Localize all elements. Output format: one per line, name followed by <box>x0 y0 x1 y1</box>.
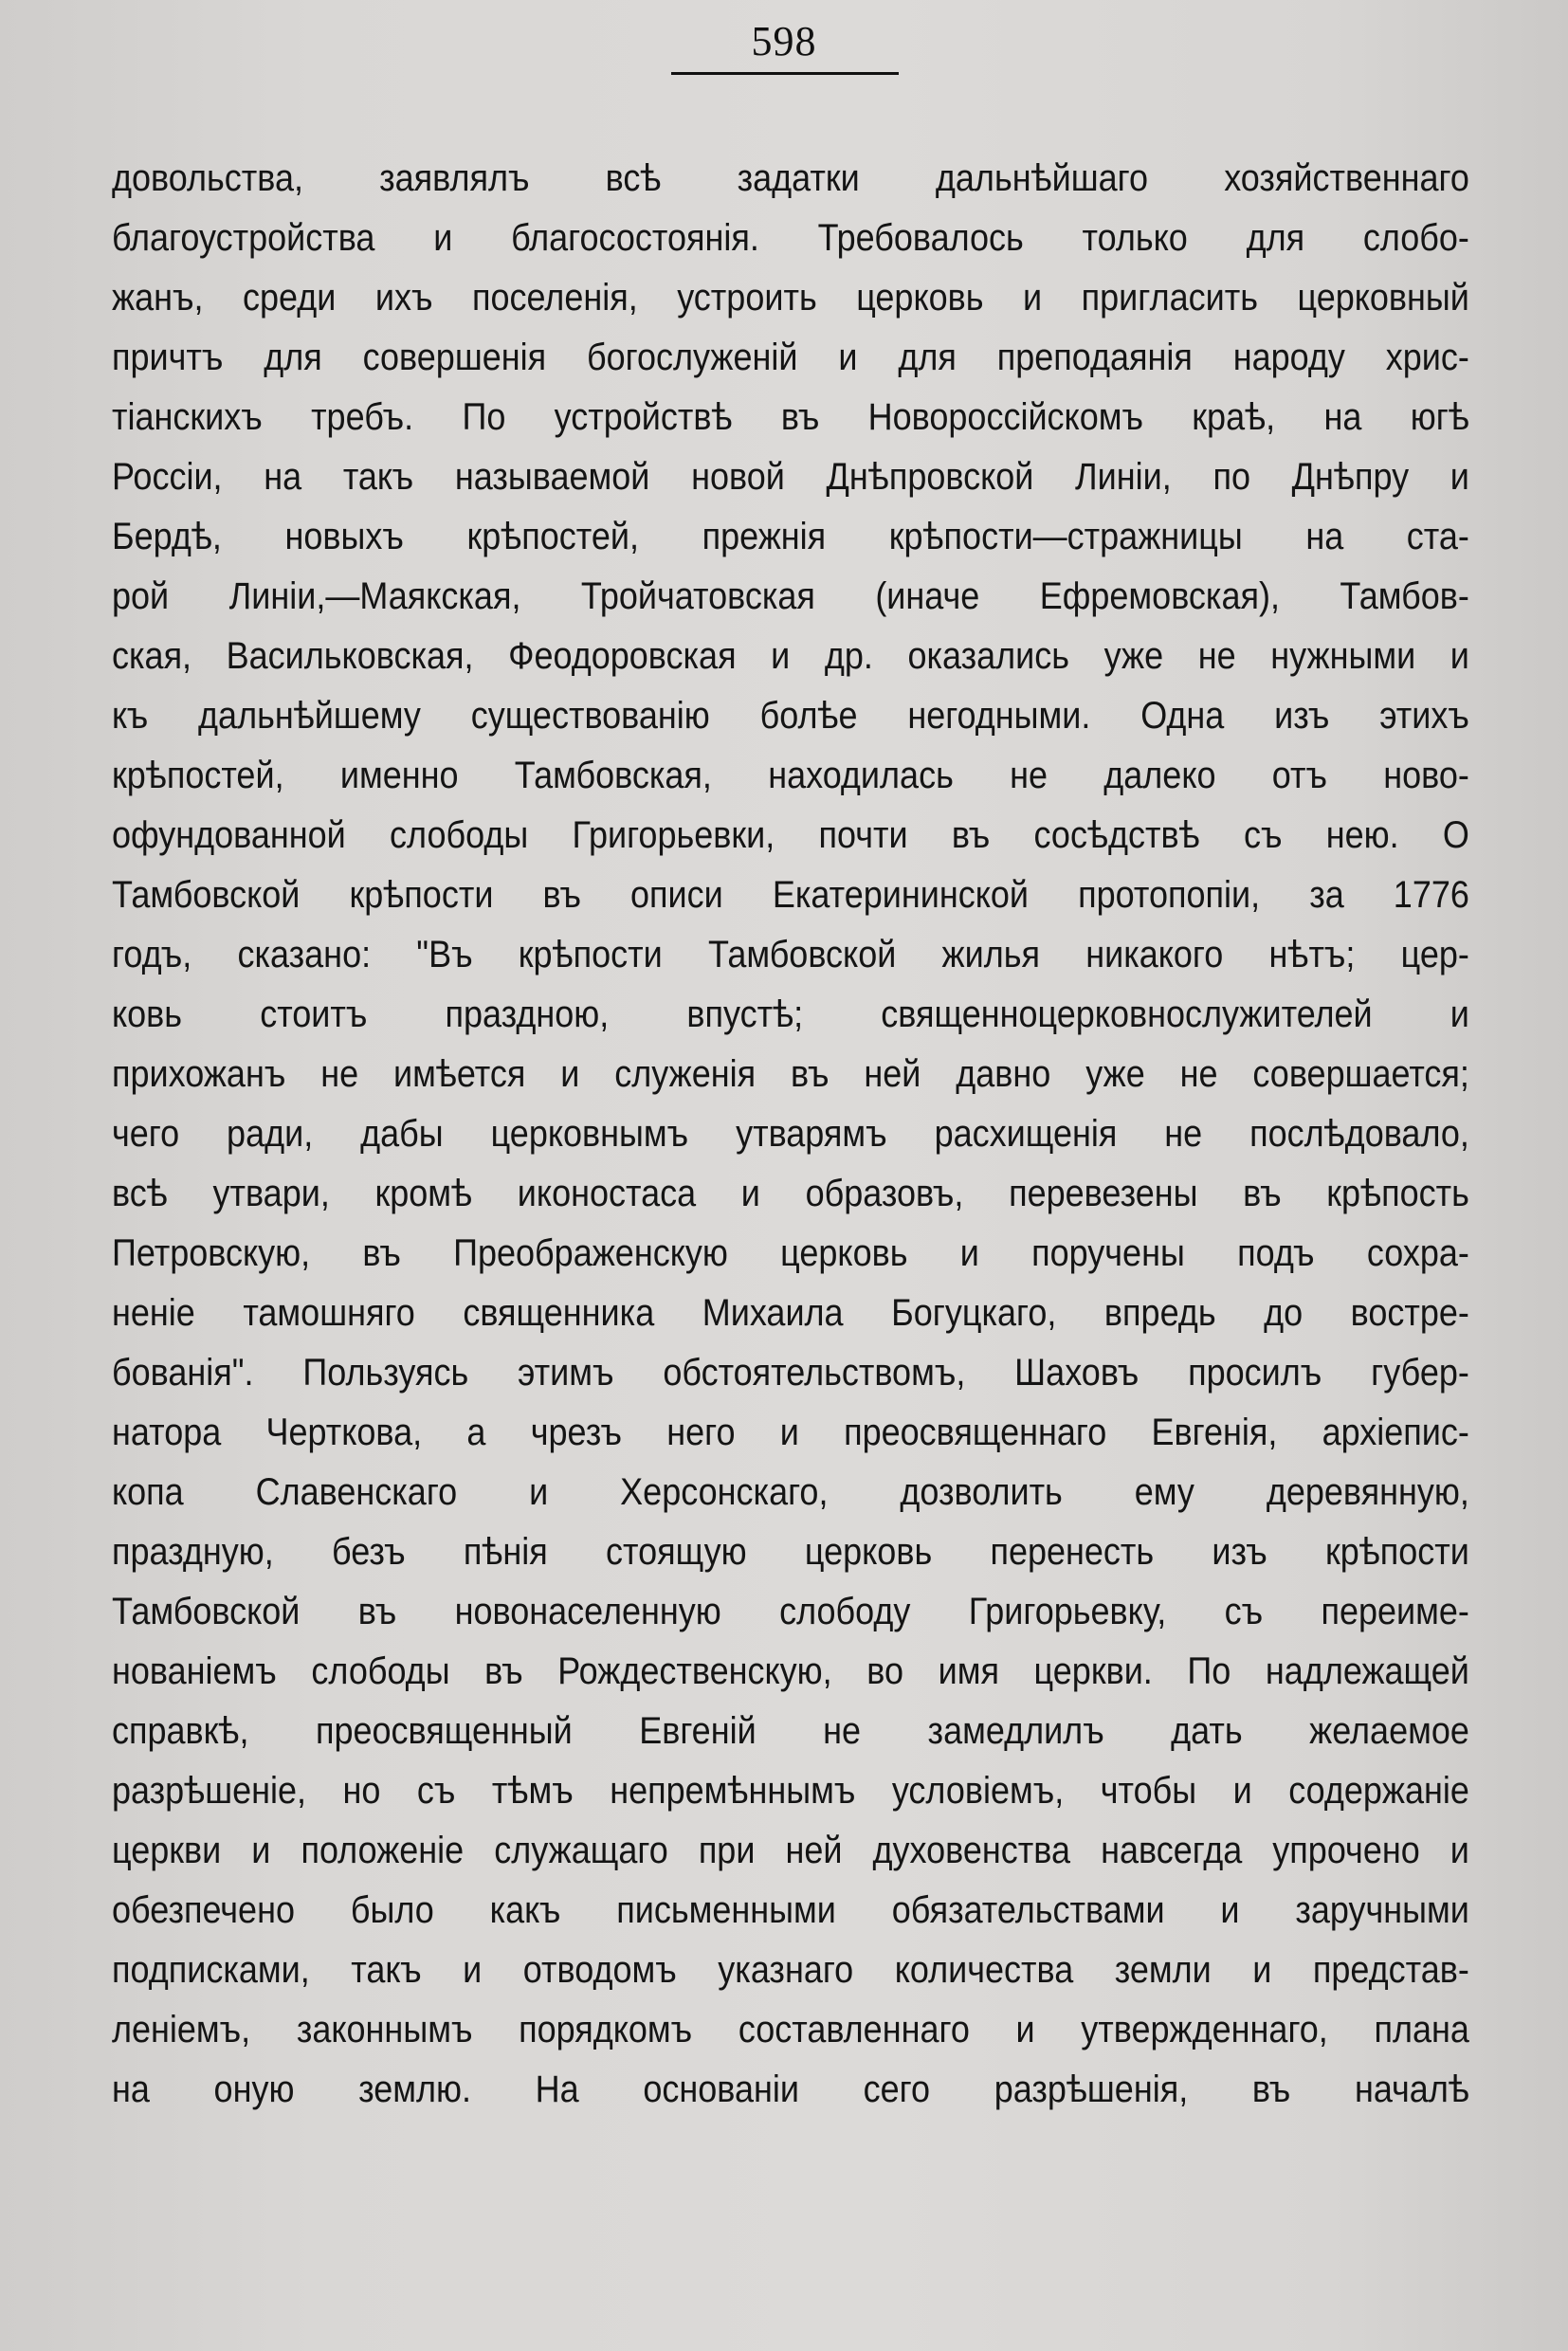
text-line: справкѣ, преосвященный Евгеній не замедлилъ дать желаемое <box>112 1710 1469 1752</box>
text-line: причтъ для совершенія богослуженій и для преподаянія народу хрис- <box>112 337 1469 378</box>
text-line: подписками, такъ и отводомъ указнаго количества земли и представ- <box>112 1949 1469 1991</box>
text-line: Тамбовской въ новонаселенную слободу Григорьевку, съ переиме- <box>112 1591 1469 1632</box>
page-number: 598 <box>751 18 817 64</box>
text-line: копа Славенскаго и Херсонскаго, дозволить ему деревянную, <box>112 1471 1469 1513</box>
text-line: на оную землю. На основаніи сего разрѣшенія, въ началѣ <box>112 2069 1469 2110</box>
text-line: прихожанъ не имѣется и служенія въ ней давно уже не совершается; <box>112 1053 1469 1095</box>
text-line: крѣпостей, именно Тамбовская, находилась не далеко отъ ново- <box>112 755 1469 796</box>
text-line: чего ради, дабы церковнымъ утварямъ расхищенія не послѣдовало, <box>112 1113 1469 1155</box>
text-line: годъ, сказано: "Въ крѣпости Тамбовской жилья никакого нѣтъ; цер- <box>112 934 1469 975</box>
text-line: ская, Васильковская, Феодоровская и др. оказались уже не нужными и <box>112 635 1469 677</box>
text-line: благоустройства и благосостоянія. Требовалось только для слобо- <box>112 217 1469 259</box>
page-number-rule <box>671 72 899 75</box>
text-line: бованія". Пользуясь этимъ обстоятельствомъ, Шаховъ просилъ губер- <box>112 1352 1469 1394</box>
text-line: къ дальнѣйшему существованію болѣе негодными. Одна изъ этихъ <box>112 695 1469 737</box>
text-line: ковь стоитъ праздною, впустѣ; священноцерковнослужителей и <box>112 993 1469 1035</box>
text-line: леніемъ, законнымъ порядкомъ составленнаго и утвержденнаго, плана <box>112 2009 1469 2050</box>
text-line: тіанскихъ требъ. По устройствѣ въ Новороссійскомъ краѣ, на югѣ <box>112 396 1469 438</box>
text-line: рой Линіи,—Маякская, Тройчатовская (иначе Ефремовская), Тамбов- <box>112 575 1469 617</box>
text-line: обезпечено было какъ письменными обязательствами и заручными <box>112 1889 1469 1931</box>
text-line: нованіемъ слободы въ Рождественскую, во имя церкви. По надлежащей <box>112 1650 1469 1692</box>
text-line: Россіи, на такъ называемой новой Днѣпровской Линіи, по Днѣпру и <box>112 456 1469 498</box>
text-line: неніе тамошняго священника Михаила Богуцкаго, впредь до востре- <box>112 1292 1469 1334</box>
text-line: довольства, заявлялъ всѣ задатки дальнѣйшаго хозяйственнаго <box>112 157 1469 199</box>
text-line: церкви и положеніе служащаго при ней духовенства навсегда упрочено и <box>112 1830 1469 1871</box>
text-line: разрѣшеніе, но съ тѣмъ непремѣннымъ условіемъ, чтобы и содержаніе <box>112 1770 1469 1812</box>
text-line: Петровскую, въ Преображенскую церковь и поручены подъ сохра- <box>112 1232 1469 1274</box>
text-line: всѣ утвари, кромѣ иконостаса и образовъ, перевезены въ крѣпость <box>112 1173 1469 1214</box>
text-line: Бердѣ, новыхъ крѣпостей, прежнія крѣпости—стражницы на ста- <box>112 516 1469 557</box>
text-line: праздную, безъ пѣнія стоящую церковь перенесть изъ крѣпости <box>112 1531 1469 1573</box>
body-text <box>112 149 1469 2120</box>
text-line: Тамбовской крѣпости въ описи Екатерининской протопопіи, за 1776 <box>112 874 1469 916</box>
text-line: офундованной слободы Григорьевки, почти въ сосѣдствѣ съ нею. О <box>112 814 1469 856</box>
text-line: жанъ, среди ихъ поселенія, устроить церковь и пригласить церковный <box>112 277 1469 319</box>
text-line: натора Черткова, а чрезъ него и преосвященнаго Евгенія, архіепис- <box>112 1412 1469 1453</box>
